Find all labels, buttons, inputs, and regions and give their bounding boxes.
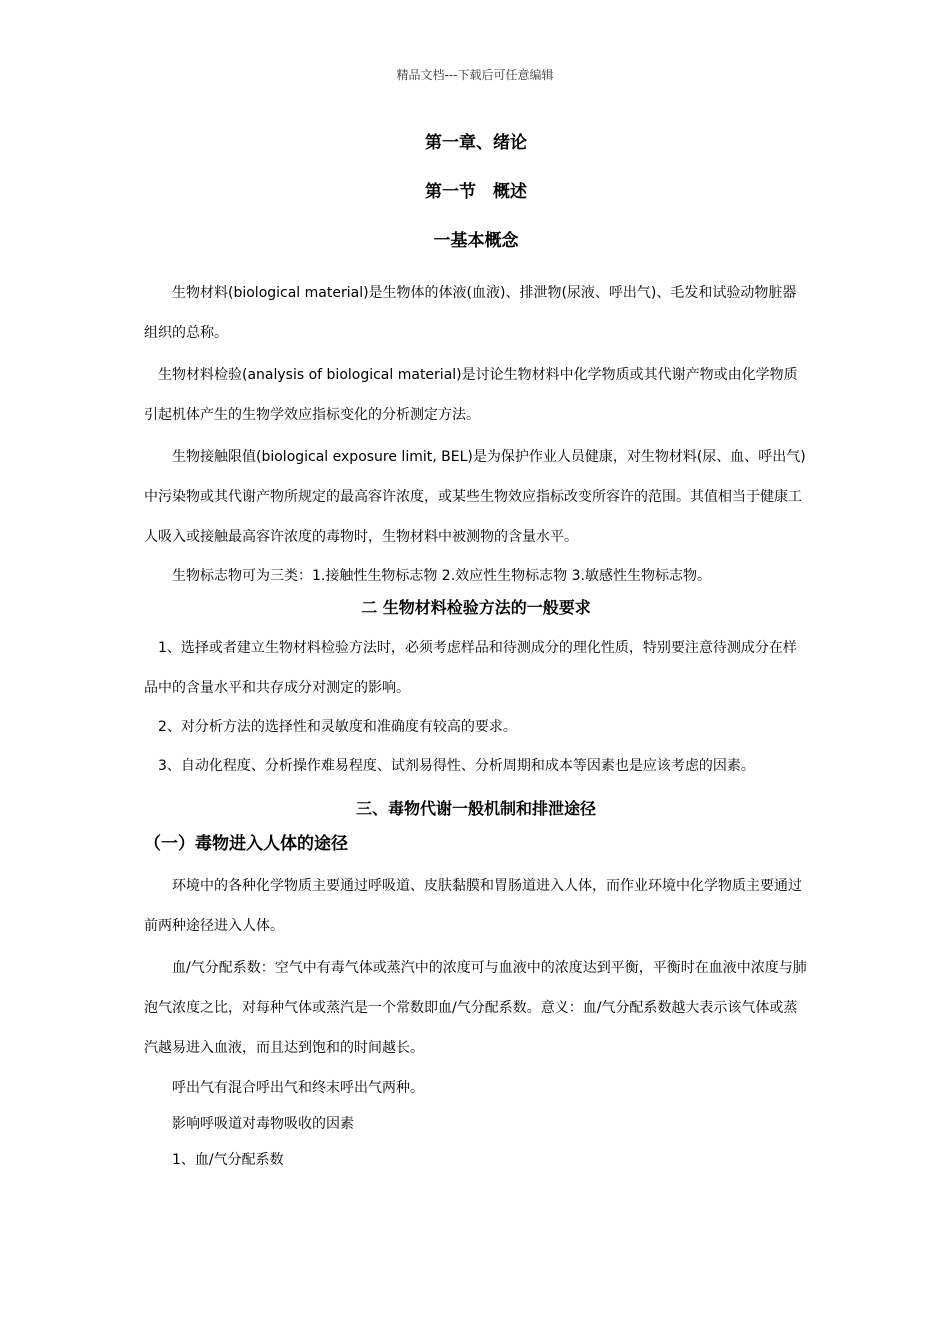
paragraph-biomarkers: 生物标志物可为三类：1.接触性生物标志物 2.效应性生物标志物 3.敏感性生物标志物。 — [172, 568, 711, 584]
paragraph-blood-gas: 血/气分配系数：空气中有毒气体或蒸汽中的浓度可与血液中的浓度达到平衡，平衡时在血液中浓度与肺泡气浓度之比，对每种气体或蒸汽是一个常数即血/气分配系数。意义：血/气分配系数越大表示该气体或蒸汽越易进入血液，而且达到饱和的时间越长。 — [144, 960, 807, 1056]
subsection-title: （一）毒物进入人体的途径 — [144, 834, 348, 854]
part-two-title: 二 生物材料检验方法的一般要求 — [361, 598, 591, 617]
requirement-item-1: 1、选择或者建立生物材料检验方法时，必须考虑样品和待测成分的理化性质，特别要注意待测成分在样品中的含量水平和共存成分对测定的影响。 — [144, 640, 797, 696]
chapter-title: 第一章、绪论 — [425, 133, 527, 153]
paragraph-biological-material: 生物材料(biological material)是生物体的体液(血液)、排泄物(尿液、呼出气)、毛发和试验动物脏器组织的总称。 — [144, 285, 797, 341]
page-header-note: 精品文档---下载后可任意编辑 — [396, 68, 554, 82]
paragraph-pathways: 环境中的各种化学物质主要通过呼吸道、皮肤黏膜和胃肠道进入人体，而作业环境中化学物质主要通过前两种途径进入人体。 — [144, 878, 802, 934]
part-three-title: 三、毒物代谢一般机制和排泄途径 — [355, 799, 596, 818]
requirement-item-2: 2、对分析方法的选择性和灵敏度和准确度有较高的要求。 — [158, 719, 517, 735]
section-title: 第一节 概述 — [425, 182, 527, 202]
paragraph-factor-1: 1、血/气分配系数 — [172, 1152, 284, 1168]
paragraph-analysis: 生物材料检验(analysis of biological material)是讨论生物材料中化学物质或其代谢产物或由化学物质引起机体产生的生物学效应指标变化的分析测定方法。 — [144, 367, 798, 423]
document-body — [144, 122, 808, 1178]
part-one-title: 一基本概念 — [433, 231, 519, 251]
paragraph-exposure-limit: 生物接触限值(biological exposure limit, BEL)是为保护作业人员健康，对生物材料(尿、血、呼出气)中污染物或其代谢产物所规定的最高容许浓度，或某些生物效应指标改变所容许的范围。其值相当于健康工人吸入或接触最高容许浓度的毒物时，生物材料中被测物的含量水平。 — [144, 449, 806, 545]
paragraph-exhaled-air: 呼出气有混合呼出气和终末呼出气两种。 — [172, 1080, 424, 1096]
paragraph-factors: 影响呼吸道对毒物吸收的因素 — [172, 1116, 354, 1132]
requirement-item-3: 3、自动化程度、分析操作难易程度、试剂易得性、分析周期和成本等因素也是应该考虑的因素。 — [158, 758, 755, 774]
